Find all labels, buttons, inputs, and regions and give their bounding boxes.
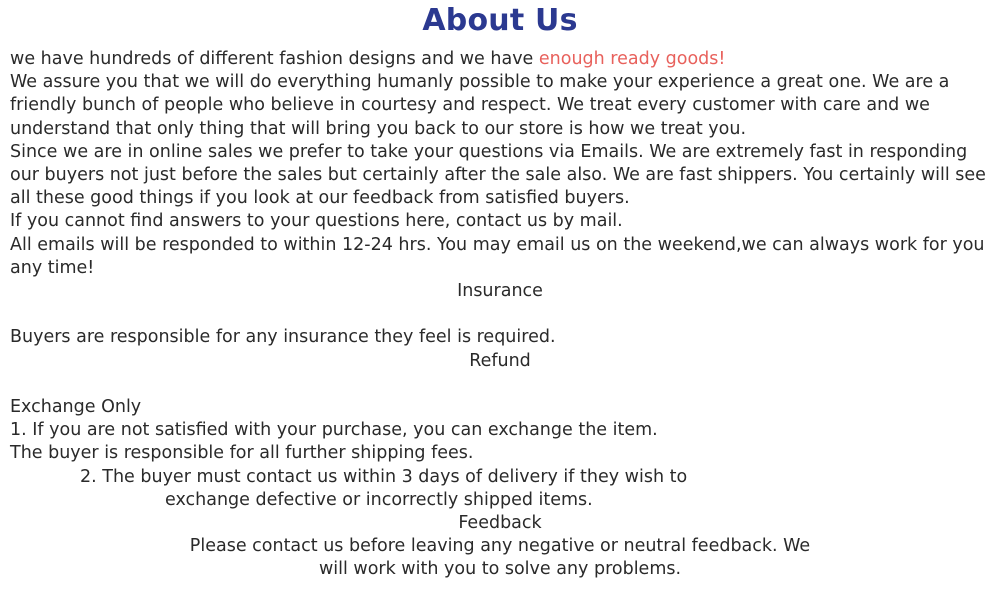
refund-item-2-line-2: exchange defective or incorrectly shipped items. [165, 489, 593, 510]
refund-heading: Refund [469, 350, 531, 371]
refund-item-2-line-1: 2. The buyer must contact us within 3 days of delivery if they wish to [80, 466, 688, 487]
paragraph-response-time: All emails will be responded to within 12-24 hrs. You may email us on the weekend,we can always work for you any time! [10, 234, 985, 278]
refund-subheading: Exchange Only [10, 397, 142, 418]
refund-item-1: 1. If you are not satisfied with your purchase, you can exchange the item. [10, 420, 658, 441]
feedback-line-1: Please contact us before leaving any negative or neutral feedback. We [189, 536, 811, 557]
insurance-text: Buyers are responsible for any insurance they feel is required. [10, 327, 556, 348]
feedback-heading: Feedback [458, 513, 542, 534]
paragraph-email-response: Since we are in online sales we prefer to take your questions via Emails. We are extremely fast in responding our buyers not just before the sales but certainly after the sale also. We are fast shippers. You certainly will see all these good things if you look at our feedback from satisfied buyers. [10, 141, 986, 209]
page-title: About Us [422, 3, 578, 38]
intro-line-ready-goods [10, 48, 990, 71]
spacer-after-refund-heading [10, 373, 990, 396]
intro-line-prefix: we have hundreds of different fashion designs and we have [10, 49, 539, 69]
intro-line-highlight: enough ready goods! [538, 49, 726, 69]
feedback-line-2: will work with you to solve any problems. [318, 559, 682, 580]
insurance-heading: Insurance [457, 281, 543, 302]
refund-item-1-note: The buyer is responsible for all further shipping fees. [10, 443, 474, 464]
paragraph-experience: We assure you that we will do everything humanly possible to make your experience a great one. We are a friendly bunch of people who believe in courtesy and respect. We treat every customer with care and we understand that only thing that will bring you back to our store is how we treat you. [10, 72, 950, 139]
content-body [0, 48, 1000, 582]
paragraph-contact-by-mail: If you cannot find answers to your questions here, contact us by mail. [10, 211, 623, 232]
spacer-after-insurance-heading [10, 303, 990, 326]
